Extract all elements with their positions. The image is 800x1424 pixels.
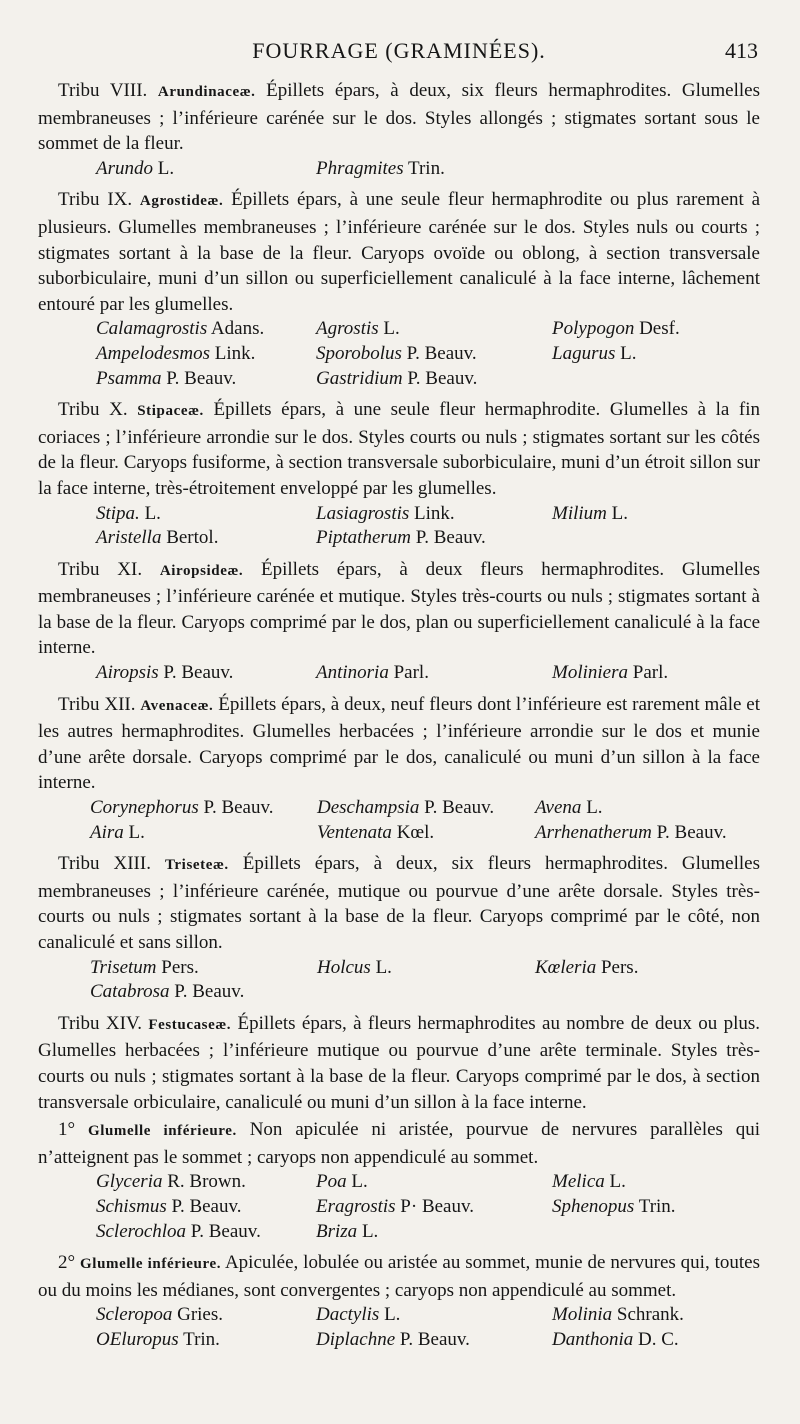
page-number: 413: [725, 38, 758, 63]
genus-name: Milium: [552, 502, 607, 524]
tribe-text: Épillets épars, à deux, neuf fleurs dont l’inférieure est rarement mâle et les autres hermaphrodites. Glumelles herbacées ; l’inférieure arrondie sur le dos et munie d’une arête dorsale. Caryops comprimé par le dos, canaliculé ou muni d’un sillon à la face interne.: [38, 693, 761, 794]
tribe-description: [38, 851, 760, 955]
genus-author: Kœl.: [396, 821, 435, 843]
genus-author: Link.: [214, 342, 256, 364]
genus-entry: [316, 502, 552, 527]
genus-author: P. Beauv.: [174, 981, 245, 1003]
genus-author: P. Beauv.: [415, 527, 486, 549]
genus-entry: [535, 796, 765, 821]
genus-name: Poa: [316, 1171, 347, 1193]
genus-name: OEluropus: [96, 1328, 179, 1350]
genus-name: Arundo: [96, 157, 153, 179]
tribe-label: Tribu XII.: [58, 693, 136, 715]
genus-name: Gastridium: [316, 367, 403, 389]
genus-name: Briza: [316, 1220, 358, 1242]
genus-name: Agrostis: [316, 318, 379, 340]
genus-name: Catabrosa: [90, 981, 170, 1003]
subsection-name: Glumelle inférieure.: [80, 1256, 222, 1273]
genus-entry: [552, 1170, 762, 1195]
genus-author: P. Beauv.: [190, 1220, 261, 1242]
tribe-label: Tribu VIII.: [58, 80, 148, 101]
genus-name: Psamma: [96, 367, 162, 389]
genus-name: Diplachne: [316, 1328, 396, 1350]
genus-author: Bertol.: [166, 527, 219, 549]
genus-entry: [316, 1303, 552, 1328]
genus-entry: [96, 367, 316, 392]
tribe-entry: [38, 397, 760, 551]
genus-entry: [96, 317, 316, 342]
genus-name: Deschampsia: [317, 797, 420, 819]
genus-entry: [316, 317, 552, 342]
genus-author: Parl.: [393, 662, 429, 684]
genus-name: Aristella: [96, 527, 162, 549]
subsection-text: Apiculée, lobulée ou aristée au sommet, munie de nervures qui, toutes ou du moins les médianes, sont convergentes ; caryops non appendiculé au sommet.: [38, 1252, 761, 1301]
genus-entry: [552, 1328, 762, 1353]
genus-entry: [316, 526, 552, 551]
genus-entry: [316, 157, 552, 182]
genus-author: L.: [157, 157, 175, 179]
genera-list: [38, 502, 760, 551]
genus-entry: [317, 821, 535, 846]
tribe-description: [38, 1011, 760, 1115]
genus-entry: [316, 1328, 552, 1353]
genus-entry: [96, 157, 316, 182]
subsection-label: 1°: [58, 1119, 76, 1141]
genus-name: Antinoria: [316, 662, 389, 684]
running-title: FOURRAGE (GRAMINÉES).: [252, 38, 546, 63]
tribe-name: Festucaseæ.: [148, 1016, 232, 1033]
subsection-text: Non apiculée ni aristée, pourvue de nervures parallèles qui n’atteignent pas le sommet ; caryops non appendiculé au sommet.: [38, 1119, 761, 1168]
tribe-entry: [38, 851, 760, 1005]
genus-entry: [316, 342, 552, 367]
subsection-entry: [38, 1117, 760, 1244]
tribe-name: Stipaceæ.: [137, 403, 204, 420]
genus-entry: [96, 342, 316, 367]
genus-name: Corynephorus: [90, 797, 199, 819]
genus-author: Link.: [414, 502, 455, 524]
tribe-entry: [38, 692, 760, 846]
tribe-label: Tribu XIV.: [58, 1012, 142, 1034]
genus-author: L.: [375, 956, 392, 978]
genus-author: R. Brown.: [167, 1171, 246, 1193]
genus-entry: [552, 342, 762, 367]
genera-list: [38, 661, 760, 686]
genus-author: P. Beauv.: [171, 1195, 242, 1217]
genus-author: Pers.: [600, 956, 639, 978]
genus-name: Eragrostis: [316, 1195, 396, 1217]
genera-list: [38, 317, 760, 391]
genera-list: [38, 1170, 760, 1244]
genus-name: Scleropoa: [96, 1304, 173, 1326]
tribe-entry: [38, 187, 760, 391]
tribe-label: Tribu X.: [58, 399, 128, 421]
genus-entry: [552, 1195, 762, 1220]
genus-entry: [535, 821, 765, 846]
subsection-name: Glumelle inférieure.: [87, 1123, 237, 1140]
genus-entry: [96, 502, 316, 527]
genus-name: Polypogon: [552, 318, 635, 340]
genus-author: P. Beauv.: [399, 1328, 470, 1350]
genus-author: L.: [383, 318, 400, 340]
genus-author: L.: [361, 1220, 379, 1242]
tribe-text: Épillets épars, à deux fleurs hermaphrodites. Glumelles membraneuses ; l’inférieure carénée et mutique. Styles très-courts ou nuls ; stigmates sortant à la base de la fleur. Caryops comprimé par le dos, plan ou superficiellement canaliculé à la face interne.: [38, 558, 761, 659]
genera-list: [38, 157, 760, 182]
genera-list: [38, 796, 760, 845]
genus-entry: [96, 1170, 316, 1195]
genus-name: Lagurus: [552, 342, 616, 364]
genus-author: Trin.: [638, 1195, 676, 1217]
genus-author: L.: [611, 502, 628, 524]
genus-entry: [552, 661, 762, 686]
genus-name: Trisetum: [90, 956, 157, 978]
genus-entry: [552, 502, 762, 527]
genus-entry: [90, 796, 317, 821]
subsection-description: [38, 1117, 760, 1170]
genus-name: Ampelodesmos: [96, 342, 210, 364]
tribe-description: [38, 78, 760, 157]
tribe-name: Agrostideæ.: [139, 193, 224, 210]
genus-author: L.: [609, 1171, 626, 1193]
genus-name: Sporobolus: [316, 342, 402, 364]
tribe-name: Airopsideæ.: [159, 562, 244, 579]
genus-entry: [316, 367, 552, 392]
genus-name: Aira: [90, 821, 124, 843]
tribe-text: Épillets épars, à une seule fleur hermaphrodite ou plus rarement à plusieurs. Glumelles membraneuses ; l’inférieure carénée sur le dos. Styles nuls ou courts ; stigmates sortant à la base de la fleur. Caryops ovoïde ou oblong, à section transversale suborbiculaire, muni d’un sillon ou superficiellement canaliculé à la face interne, lâchement entouré par les glumelles.: [38, 189, 761, 315]
genus-name: Schismus: [96, 1195, 167, 1217]
genus-name: Lasiagrostis: [316, 502, 410, 524]
tribe-name: Arundinaceæ.: [157, 84, 256, 100]
genus-entry: [96, 1195, 316, 1220]
tribe-text: Épillets épars, à deux, six fleurs hermaphrodites. Glumelles membraneuses ; l’inférieure carénée sur le dos. Styles allongés ; stigmates sortant sous le sommet de la fleur.: [38, 80, 760, 155]
tribe-entry: [38, 1011, 760, 1115]
genus-entry: [90, 980, 317, 1005]
genus-entry: [96, 526, 316, 551]
genus-name: Melica: [552, 1171, 605, 1193]
tribe-description: [38, 557, 760, 661]
genus-entry: [96, 1328, 316, 1353]
genus-name: Kœleria: [535, 956, 597, 978]
genera-list: [38, 956, 760, 1005]
genus-entry: [317, 956, 535, 981]
genus-author: L.: [144, 502, 161, 524]
tribe-entry: [38, 557, 760, 686]
tribe-description: [38, 692, 760, 796]
genus-name: Calamagrostis: [96, 318, 208, 340]
running-head: [38, 30, 760, 76]
genus-author: Parl.: [632, 662, 669, 684]
genus-name: Piptatherum: [316, 527, 411, 549]
genus-author: L.: [384, 1304, 401, 1326]
genus-name: Dactylis: [316, 1304, 380, 1326]
page-content: [38, 78, 760, 1353]
genus-name: Stipa.: [96, 502, 140, 524]
genus-entry: [316, 1195, 552, 1220]
genus-author: L.: [620, 342, 637, 364]
genus-author: Pers.: [161, 956, 199, 978]
genus-author: L.: [351, 1171, 368, 1193]
genus-entry: [552, 1303, 762, 1328]
genus-name: Ventenata: [317, 821, 392, 843]
genus-author: Adans.: [210, 318, 265, 340]
tribe-text: Épillets épars, à fleurs hermaphrodites au nombre de deux ou plus. Glumelles herbacées ; l’inférieure mutique ou pourvue d’une arête terminale. Styles très-courts ou nuls ; stigmates sortant à la base de la fleur. Caryops comprimé par le dos, à section transversale orbiculaire, canaliculé ou muni d’un sillon à la face interne.: [38, 1012, 761, 1113]
genus-author: Schrank.: [616, 1304, 684, 1326]
genus-entry: [316, 1220, 552, 1245]
genus-author: L.: [128, 821, 145, 843]
subsection-entry: [38, 1250, 760, 1352]
genus-author: Trin.: [408, 157, 445, 179]
genus-entry: [316, 1170, 552, 1195]
tribe-label: Tribu XI.: [58, 558, 143, 580]
genus-entry: [96, 661, 316, 686]
genus-author: P. Beauv.: [407, 367, 478, 389]
genus-name: Airopsis: [96, 662, 159, 684]
genus-name: Phragmites: [316, 157, 404, 179]
genus-author: P. Beauv.: [424, 797, 495, 819]
genus-entry: [316, 661, 552, 686]
tribe-description: [38, 187, 760, 317]
genus-entry: [96, 1220, 316, 1245]
genus-author: D. C.: [638, 1328, 679, 1350]
tribe-text: Épillets épars, à une seule fleur hermaphrodite. Glumelles à la fin coriaces ; l’inférieure arrondie sur le dos. Styles courts ou nuls ; stigmates sortant sur les côtés de la fleur. Caryops fusiforme, à section transversale suborbiculaire, muni d’un étroit sillon sur la face interne, très-étroitement enveloppé par les glumelles.: [38, 399, 761, 499]
genus-entry: [535, 956, 765, 981]
genus-name: Moliniera: [552, 662, 628, 684]
tribe-name: Triseteæ.: [164, 857, 229, 874]
genera-list: [38, 1303, 760, 1352]
tribe-entry: [38, 78, 760, 181]
genus-author: Trin.: [183, 1328, 220, 1350]
subsection-description: [38, 1250, 760, 1303]
tribe-label: Tribu IX.: [58, 189, 133, 211]
genus-author: P. Beauv.: [203, 797, 274, 819]
genus-name: Sclerochloa: [96, 1220, 187, 1242]
genus-author: P. Beauv.: [406, 342, 477, 364]
genus-entry: [552, 317, 762, 342]
tribe-description: [38, 397, 760, 501]
genus-entry: [317, 796, 535, 821]
genus-name: Holcus: [317, 956, 371, 978]
genus-author: Gries.: [177, 1304, 223, 1326]
tribe-text: Épillets épars, à deux, six fleurs hermaphrodites. Glumelles membraneuses ; l’inférieure carénée, mutique ou pourvue d’une arête dorsale. Styles très-courts ou nuls ; stigmates sortant à la base de la fleur. Caryops comprimé par le côté, non canaliculé et sans sillon.: [38, 853, 761, 953]
subsection-label: 2°: [58, 1252, 76, 1274]
genus-entry: [96, 1303, 316, 1328]
genus-author: L.: [586, 797, 603, 819]
genus-author: Desf.: [639, 318, 680, 340]
tribe-name: Avenaceæ.: [140, 697, 214, 714]
genus-name: Arrhenatherum: [535, 821, 652, 843]
tribe-label: Tribu XIII.: [58, 853, 151, 875]
genus-author: P. Beauv.: [166, 367, 237, 389]
genus-name: Sphenopus: [552, 1195, 635, 1217]
genus-author: P. Beauv.: [656, 821, 727, 843]
genus-name: Molinia: [552, 1304, 613, 1326]
genus-name: Danthonia: [552, 1328, 634, 1350]
genus-entry: [90, 956, 317, 981]
genus-name: Glyceria: [96, 1171, 163, 1193]
genus-author: P. Beauv.: [163, 662, 234, 684]
genus-name: Avena: [535, 797, 582, 819]
genus-entry: [90, 821, 317, 846]
genus-author: P· Beauv.: [400, 1195, 474, 1217]
